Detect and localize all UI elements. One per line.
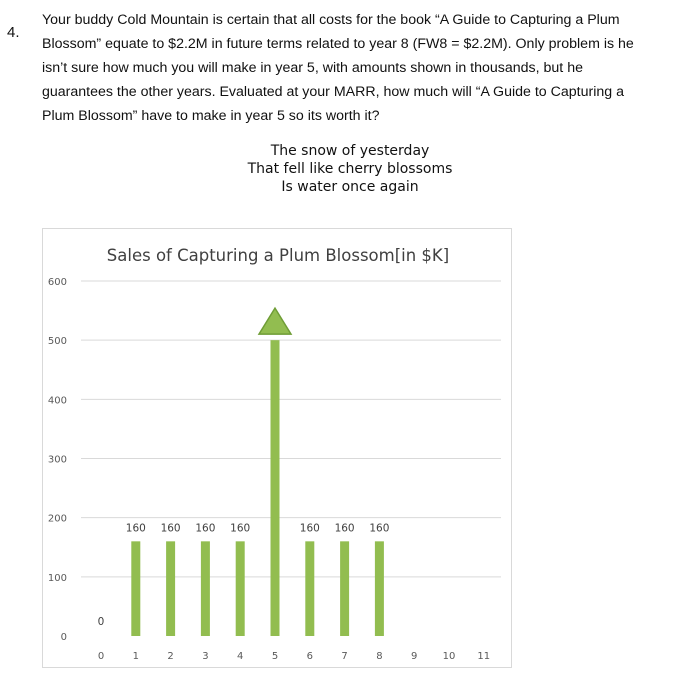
y-tick-label: 500 <box>47 336 67 348</box>
data-label: 160 <box>195 522 216 535</box>
x-tick-label: 3 <box>202 651 209 662</box>
x-tick-label: 8 <box>376 651 383 662</box>
haiku-line: That fell like cherry blossoms <box>247 161 453 177</box>
bar <box>236 541 245 636</box>
data-label: 160 <box>334 522 355 535</box>
haiku <box>0 142 700 196</box>
triangle-marker <box>259 308 291 334</box>
question-line: Plum Blossom” have to make in year 5 so its worth it? <box>42 108 380 124</box>
question-line: Your buddy Cold Mountain is certain that all costs for the book “A Guide to Capturing a Plum <box>42 12 620 28</box>
y-tick-label: 200 <box>47 513 67 525</box>
bar <box>131 541 140 636</box>
chart-title: Sales of Capturing a Plum Blossom[in $K] <box>106 246 450 265</box>
data-label: 160 <box>230 522 251 535</box>
y-tick-label: 300 <box>47 454 67 466</box>
bar <box>166 541 175 636</box>
haiku-line: The snow of yesterday <box>270 143 430 159</box>
x-tick-label: 5 <box>271 651 279 662</box>
bar <box>271 340 280 636</box>
data-label: 160 <box>299 522 320 535</box>
bar <box>201 541 210 636</box>
x-tick-label: 7 <box>341 651 348 662</box>
data-label: 0 <box>97 616 105 628</box>
x-tick-label: 9 <box>411 651 418 662</box>
data-label: 160 <box>369 522 390 535</box>
y-tick-label: 100 <box>47 572 67 584</box>
question-line: guarantees the other years. Evaluated at your MARR, how much will “A Guide to Capturing a <box>42 84 624 100</box>
y-tick-label: 400 <box>47 395 67 407</box>
data-label: 160 <box>125 522 146 535</box>
x-tick-label: 4 <box>237 651 244 662</box>
bar <box>375 541 384 636</box>
bar <box>305 541 314 636</box>
data-label: 160 <box>160 522 181 535</box>
question-line: Blossom” equate to $2.2M in future terms related to year 8 (FW8 = $2.2M). Only problem is he <box>42 36 634 52</box>
question-line: isn’t sure how much you will make in year 5, with amounts shown in thousands, but he <box>42 60 583 76</box>
haiku-line: Is water once again <box>281 179 419 195</box>
x-tick-label: 11 <box>477 651 491 662</box>
y-tick-label: 0 <box>60 632 67 643</box>
x-tick-label: 1 <box>132 651 139 662</box>
x-tick-label: 10 <box>442 651 456 662</box>
chart-container <box>42 228 512 668</box>
x-tick-label: 0 <box>97 651 105 662</box>
x-tick-label: 2 <box>167 651 174 662</box>
question-text <box>42 8 682 128</box>
y-tick-label: 600 <box>47 277 67 288</box>
bar <box>340 541 349 636</box>
question-number: 4. <box>7 24 20 41</box>
x-tick-label: 6 <box>306 651 313 662</box>
bar-chart <box>43 229 513 669</box>
